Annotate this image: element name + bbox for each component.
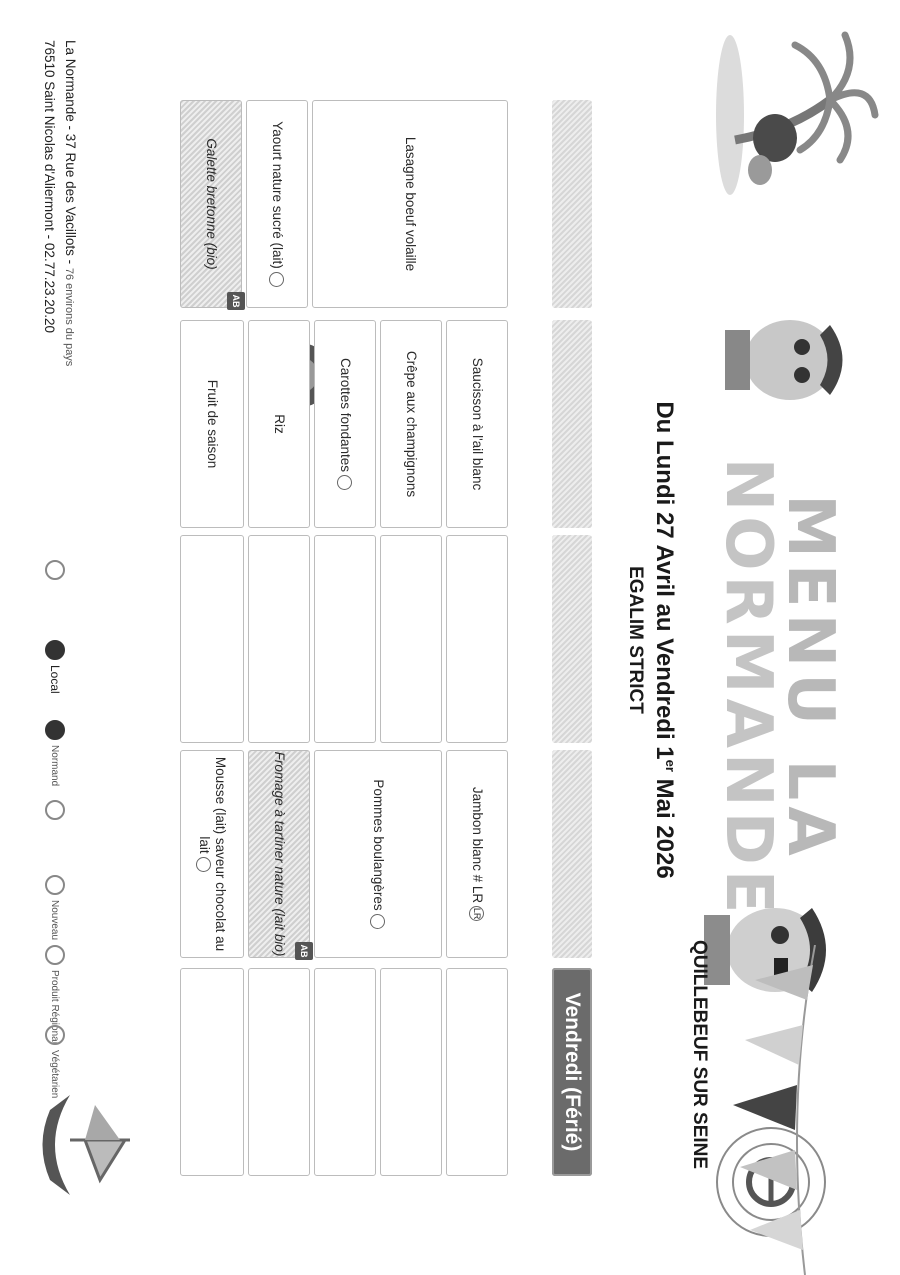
day-header-friday: Vendredi (Férié) bbox=[552, 968, 592, 1176]
nouveau-icon bbox=[45, 875, 65, 895]
wednesday-cell-4 bbox=[248, 535, 310, 743]
day-header-wednesday bbox=[552, 535, 592, 743]
wednesday-cell-2 bbox=[380, 535, 442, 743]
tuesday-dessert: Fruit de saison bbox=[180, 320, 244, 528]
tuesday-main-dish: Crêpe aux champignons bbox=[380, 320, 442, 528]
brand-title: NORMANDE bbox=[711, 457, 785, 919]
thursday-dessert: Mousse (lait) saveur chocolat au lait bbox=[180, 750, 244, 958]
local-icon bbox=[45, 640, 65, 660]
legend-vegetarien: Végétarien bbox=[45, 1025, 65, 1098]
pirate-mascot-icon bbox=[720, 305, 850, 415]
week-dates: Du Lundi 27 Avril au Vendredi 1er Mai 2026 bbox=[651, 401, 678, 879]
pirate-ship-icon bbox=[30, 1085, 140, 1205]
thursday-starter: Jambon blanc # LRLR bbox=[446, 750, 508, 958]
wednesday-cell-5 bbox=[180, 535, 244, 743]
friday-cell-2 bbox=[380, 968, 442, 1176]
friday-cell-5 bbox=[180, 968, 244, 1176]
menu-title: MENU LA bbox=[773, 494, 847, 862]
label-icon bbox=[45, 800, 65, 820]
day-header-tuesday bbox=[552, 320, 592, 528]
fait-maison-icon bbox=[269, 272, 284, 287]
monday-main-dish: Lasagne boeuf volaille bbox=[312, 100, 508, 308]
vegetarien-icon bbox=[45, 1025, 65, 1045]
legend-normand: Normand bbox=[45, 720, 65, 786]
fait-maison-icon bbox=[370, 914, 385, 929]
day-header-thursday bbox=[552, 750, 592, 958]
thursday-dairy: Fromage à tartiner nature (lait bio) AB bbox=[248, 750, 310, 958]
legend-nouveau: Nouveau bbox=[45, 875, 65, 940]
tuesday-starter: Saucisson à l'ail blanc bbox=[446, 320, 508, 528]
monday-dairy: Yaourt nature sucré (lait) bbox=[246, 100, 308, 308]
legend-fait-maison bbox=[45, 560, 65, 585]
fait-maison-icon bbox=[196, 857, 211, 872]
school-location: QUILLEBEUF SUR SEINE bbox=[689, 940, 710, 1170]
tuesday-vegetable: Carottes fondantes bbox=[314, 320, 376, 528]
footer-address: La Normande - 37 Rue des Vacillots - 76 environs du pays 76510 Saint Nicolas d'Aliermont - 02.77.23.20.20 bbox=[42, 40, 78, 367]
organic-label-icon: AB bbox=[295, 942, 313, 960]
legend-produit-regional: Produit Régional bbox=[45, 945, 65, 1044]
fait-maison-icon bbox=[45, 560, 65, 580]
fait-maison-icon bbox=[337, 475, 352, 490]
organic-label-icon: AB bbox=[227, 292, 245, 310]
label-rouge-icon: LR bbox=[469, 906, 484, 921]
friday-cell-4 bbox=[248, 968, 310, 1176]
produit-regional-icon bbox=[45, 945, 65, 965]
tuesday-starch: Riz bbox=[248, 320, 310, 528]
legend-label bbox=[45, 800, 65, 825]
regime-label: EGALIM STRICT bbox=[625, 566, 646, 714]
bunting-flags-icon bbox=[715, 945, 825, 1275]
monday-dessert: Galette bretonne (bio) AB bbox=[180, 100, 242, 308]
wednesday-cell-3 bbox=[314, 535, 376, 743]
thursday-vegetable: Pommes boulangères bbox=[314, 750, 442, 958]
normand-icon bbox=[45, 720, 65, 740]
legend-local: Local bbox=[45, 640, 65, 694]
day-header-monday bbox=[552, 100, 592, 308]
palm-tree-icon bbox=[710, 20, 880, 210]
friday-cell-1 bbox=[446, 968, 508, 1176]
wednesday-cell-1 bbox=[446, 535, 508, 743]
friday-cell-3 bbox=[314, 968, 376, 1176]
